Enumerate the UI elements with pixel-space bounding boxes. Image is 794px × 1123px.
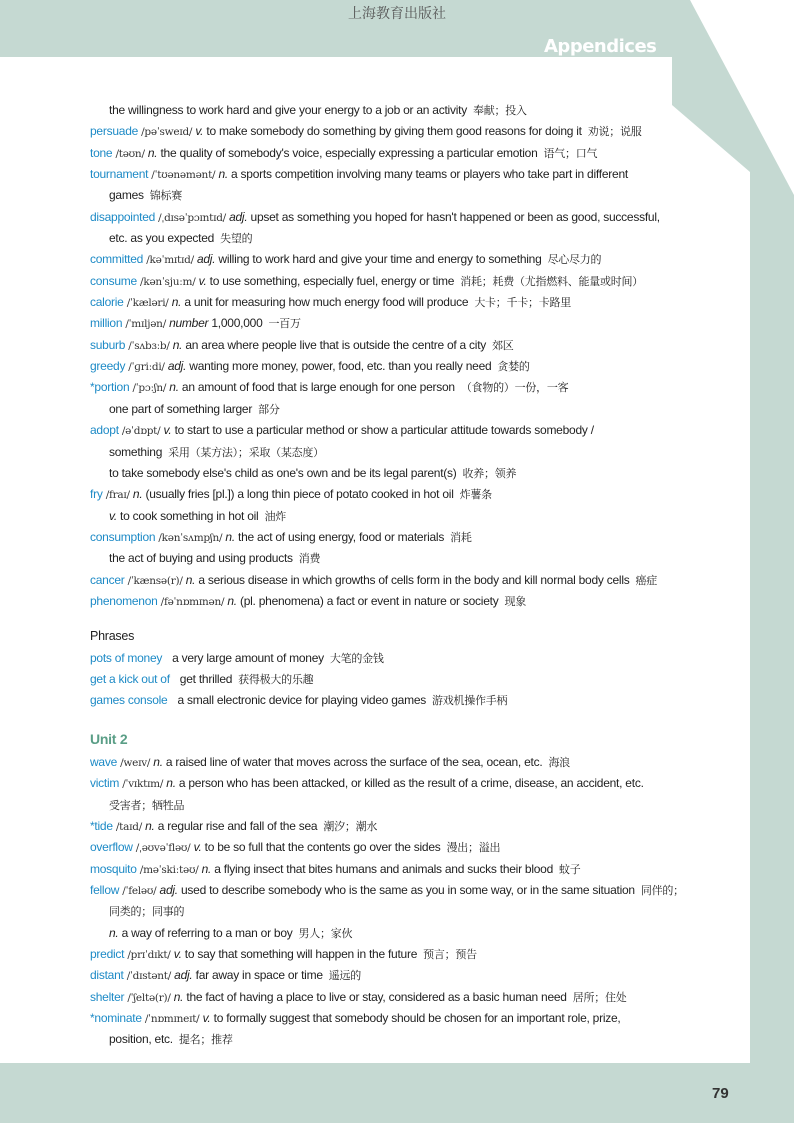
- entry-line: [90, 987, 730, 1008]
- entry-line: [90, 880, 730, 901]
- phonetic: /ˈdɪstənt/: [126, 970, 172, 983]
- definition: the willingness to work hard and give your energy to a job or an activity: [109, 103, 467, 117]
- phrase: get a kick out of: [90, 671, 170, 686]
- entry-line: [90, 859, 730, 880]
- chinese-translation: 劝说；说服: [587, 125, 642, 139]
- headword: mosquito: [90, 861, 137, 876]
- headword: phenomenon: [90, 593, 158, 608]
- continuation-line: [90, 506, 730, 527]
- headword: tone: [90, 145, 113, 160]
- chinese-translation: 部分: [258, 402, 280, 416]
- definition: a sports competition involving many teams or players who take part in different: [231, 167, 628, 182]
- definition: to formally suggest that somebody should be chosen for an important role, prize,: [213, 1011, 621, 1026]
- part-of-speech: adj.: [167, 359, 187, 374]
- definition: the fact of having a place to live or stay, considered as a basic human need: [186, 989, 567, 1004]
- phonetic: /ˈkæləri/: [126, 297, 169, 310]
- part-of-speech: v.: [163, 423, 172, 438]
- entry-line: [90, 570, 730, 591]
- chinese-translation: 一百万: [268, 317, 301, 331]
- headword: shelter: [90, 989, 125, 1004]
- section-title: Appendices: [544, 36, 657, 57]
- headword: *portion: [90, 380, 130, 395]
- chinese-translation: 消耗: [450, 530, 472, 544]
- definition: used to describe somebody who is the same as you in some way, or in the same situation: [180, 883, 635, 898]
- continuation-line: [90, 442, 730, 463]
- definition: a serious disease in which growths of cells form in the body and kill normal body cells: [198, 572, 630, 587]
- headword: million: [90, 316, 123, 331]
- definition: 1,000,000: [211, 316, 263, 331]
- definition: (usually fries [pl.]) a long thin piece of potato cooked in hot oil: [145, 487, 454, 502]
- headword: tournament: [90, 167, 149, 182]
- continuation-line: [90, 548, 730, 569]
- chinese-translation: 获得极大的乐趣: [238, 672, 314, 686]
- part-of-speech: n.: [166, 776, 176, 791]
- unit2-entry-list: [90, 752, 730, 1051]
- entry-line: [90, 335, 730, 356]
- part-of-speech: adj.: [174, 968, 193, 983]
- definition: a small electronic device for playing video games: [177, 693, 427, 708]
- part-of-speech: n.: [172, 337, 183, 352]
- chinese-translation: 游戏机操作手柄: [432, 694, 508, 708]
- continuation-line: [90, 463, 730, 484]
- chinese-translation: 语气；口气: [543, 146, 598, 160]
- phrase-line: [90, 690, 730, 711]
- headword: distant: [90, 968, 124, 983]
- chinese-translation: 采用（某方法）；采取（某态度）: [168, 445, 324, 459]
- chinese-translation: 失望的: [220, 232, 253, 246]
- chinese-translation: 男人；家伙: [298, 926, 353, 940]
- definition: a flying insect that bites humans and animals and sucks their blood: [214, 861, 554, 876]
- continuation-line: [90, 1029, 730, 1050]
- entry-line: [90, 752, 730, 773]
- definition: to say that something will happen in the future: [184, 947, 418, 962]
- phonetic: /ˈtʊənəmənt/: [151, 169, 216, 182]
- headword: disappointed: [90, 209, 156, 224]
- headword: fry: [90, 487, 103, 502]
- part-of-speech: n.: [145, 819, 155, 833]
- definition: the act of buying and using products: [109, 551, 293, 566]
- part-of-speech: v.: [109, 508, 117, 523]
- definition: an amount of food that is large enough for one person: [181, 380, 455, 395]
- continuation-line: [90, 901, 730, 922]
- entry-line: [90, 292, 730, 313]
- phonetic: /pəˈsweɪd/: [141, 126, 193, 139]
- entry-line: [90, 207, 730, 228]
- part-of-speech: v.: [198, 273, 207, 288]
- definition: etc. as you expected: [109, 231, 215, 246]
- definition: wanting more money, power, food, etc. than you really need: [189, 359, 492, 374]
- part-of-speech: n.: [173, 989, 184, 1004]
- chinese-translation: 受害者；牺牲品: [109, 798, 185, 812]
- entry-line: [90, 356, 730, 377]
- entry-line: [90, 484, 730, 505]
- definition: the quality of somebody's voice, especially expressing a particular emotion: [160, 145, 538, 160]
- phonetic: /kənˈsʌmpʃn/: [158, 531, 223, 544]
- chinese-translation: 贪婪的: [497, 360, 530, 374]
- definition: one part of something larger: [109, 401, 253, 416]
- phonetic: /ˈɡriːdi/: [128, 361, 165, 374]
- continuation-line: [90, 228, 730, 249]
- part-of-speech: n.: [171, 295, 182, 310]
- definition: a way of referring to a man or boy: [121, 925, 293, 940]
- entry-line: [90, 164, 730, 185]
- definition: position, etc.: [109, 1032, 173, 1047]
- part-of-speech: n.: [227, 593, 237, 608]
- entry-line: [90, 591, 730, 612]
- phrase: games console: [90, 693, 168, 708]
- phonetic: /ˈpɔːʃn/: [132, 382, 167, 395]
- definition: a unit for measuring how much energy food will produce: [184, 295, 469, 310]
- unit1-entry-list: [90, 121, 730, 612]
- definition: far away in space or time: [195, 968, 323, 983]
- definition: games: [109, 188, 144, 203]
- chinese-translation: 海浪: [548, 755, 570, 769]
- unit2-heading: Unit 2: [90, 730, 128, 747]
- page-number: 79: [712, 1085, 729, 1102]
- chinese-translation: 大笔的金钱: [329, 651, 384, 665]
- headword: victim: [90, 776, 120, 791]
- headword: wave: [90, 754, 118, 769]
- chinese-translation: 油炸: [264, 509, 286, 523]
- chinese-translation: 癌症: [635, 573, 657, 587]
- chinese-translation: 消费: [298, 552, 321, 566]
- entry-line: [90, 249, 730, 270]
- part-of-speech: n.: [132, 487, 143, 502]
- phrase-list: [90, 648, 730, 712]
- definition: to make somebody do something by giving them good reasons for doing it: [206, 124, 582, 139]
- headword: consume: [90, 273, 137, 288]
- part-of-speech: number: [169, 316, 209, 331]
- phonetic: /taɪd/: [115, 821, 143, 833]
- chinese-translation: 炸薯条: [459, 488, 492, 502]
- definition: willing to work hard and give your time and energy to something: [218, 252, 542, 267]
- phonetic: /ˈkænsə(r)/: [127, 574, 183, 587]
- chinese-translation: 提名；推荐: [178, 1033, 233, 1047]
- headword: persuade: [90, 124, 139, 139]
- publisher-name: 上海教育出版社: [348, 6, 446, 22]
- phonetic: /ˈʃeltə(r)/: [127, 991, 171, 1004]
- definition: to use something, especially fuel, energy or time: [209, 273, 455, 288]
- phonetic: /ˈmɪljən/: [125, 318, 166, 331]
- continuation-line: [90, 399, 730, 420]
- definition: an area where people live that is outside the centre of a city: [185, 337, 487, 352]
- chinese-translation: 同类的；同事的: [109, 905, 185, 919]
- headword: *nominate: [90, 1011, 142, 1026]
- definition: get thrilled: [179, 671, 233, 686]
- definition: upset as something you hoped for hasn't happened or been as good, successful,: [250, 209, 660, 224]
- phonetic: /prɪˈdɪkt/: [127, 949, 171, 962]
- continuation-line: [90, 923, 730, 944]
- part-of-speech: n.: [169, 380, 179, 395]
- part-of-speech: n.: [218, 167, 228, 182]
- headword: predict: [90, 947, 125, 962]
- headword: adopt: [90, 423, 119, 438]
- phonetic: /fraɪ/: [105, 489, 130, 502]
- part-of-speech: v.: [202, 1011, 211, 1026]
- headword: cancer: [90, 572, 125, 587]
- chinese-translation: 居所；住处: [572, 990, 627, 1004]
- headword: calorie: [90, 295, 124, 310]
- phonetic: /fəˈnɒmɪnən/: [160, 595, 225, 608]
- phonetic: /təʊn/: [115, 147, 145, 160]
- chinese-translation: 奉献；投入: [472, 104, 527, 117]
- entry-line: [90, 773, 730, 794]
- definition: a regular rise and fall of the sea: [157, 819, 318, 833]
- phonetic: /ˈsʌbɜːb/: [128, 339, 170, 352]
- part-of-speech: v.: [195, 124, 204, 139]
- definition: a person who has been attacked, or killed as the result of a crime, disease, an accident, etc.: [178, 776, 644, 791]
- phrase: pots of money: [90, 650, 163, 665]
- entry-line: [90, 313, 730, 334]
- headword: consumption: [90, 529, 156, 544]
- phonetic: /ˈvɪktɪm/: [122, 778, 164, 791]
- chinese-translation: 预言；预告: [423, 948, 477, 962]
- phonetic: /weɪv/: [120, 756, 151, 769]
- definition: (pl. phenomena) a fact or event in nature or society: [239, 593, 499, 608]
- entry-line: [90, 121, 730, 142]
- definition: a very large amount of money: [172, 650, 324, 665]
- definition: to cook something in hot oil: [120, 508, 259, 523]
- part-of-speech: adj.: [159, 883, 178, 898]
- phonetic: /ˌdɪsəˈpɔɪntɪd/: [158, 211, 226, 224]
- chinese-translation: 潮汐；潮水: [323, 820, 378, 833]
- continuation-line: [90, 185, 730, 206]
- entry-line: [90, 377, 730, 398]
- continuation-line: [90, 100, 730, 121]
- definition: to take somebody else's child as one's own and be its legal parent(s): [109, 465, 457, 480]
- chinese-translation: 消耗；耗费（尤指燃料、能量或时间）: [460, 274, 643, 288]
- entry-line: [90, 1008, 730, 1029]
- part-of-speech: n.: [153, 754, 163, 769]
- phonetic: /ˌəʊvəˈfləʊ/: [135, 842, 191, 855]
- glossary-content: [90, 100, 730, 1051]
- phonetic: /kənˈsjuːm/: [140, 275, 196, 288]
- chinese-translation: 蚊子: [559, 862, 581, 876]
- part-of-speech: n.: [201, 861, 212, 876]
- chinese-translation: 收养；领养: [462, 466, 517, 480]
- definition: the act of using energy, food or materials: [238, 529, 445, 544]
- phonetic: /məˈskiːtəʊ/: [139, 863, 199, 876]
- headword: committed: [90, 252, 144, 267]
- part-of-speech: n.: [225, 529, 235, 544]
- continuation-line: [90, 795, 730, 816]
- headword: suburb: [90, 337, 126, 352]
- chinese-translation: 同伴的；: [640, 884, 684, 898]
- entry-line: [90, 271, 730, 292]
- part-of-speech: v.: [193, 840, 202, 855]
- entry-line: [90, 837, 730, 858]
- entry-line: [90, 944, 730, 965]
- definition: a raised line of water that moves across the surface of the sea, ocean, etc.: [165, 754, 543, 769]
- phonetic: /kəˈmɪtɪd/: [146, 254, 194, 267]
- entry-line: [90, 420, 730, 441]
- phonetic: /ˈfeləʊ/: [122, 885, 157, 898]
- chinese-translation: 遥远的: [328, 969, 361, 983]
- entry-line: [90, 965, 730, 986]
- part-of-speech: n.: [185, 572, 196, 587]
- phrases-heading: Phrases: [90, 629, 135, 644]
- chinese-translation: （食物的）一份，一客: [460, 381, 569, 395]
- phonetic: /əˈdɒpt/: [121, 425, 161, 438]
- entry-line: [90, 816, 730, 837]
- part-of-speech: v.: [173, 947, 182, 962]
- definition: something: [109, 444, 163, 459]
- part-of-speech: n.: [109, 925, 119, 940]
- headword: greedy: [90, 359, 126, 374]
- entry-line: [90, 527, 730, 548]
- part-of-speech: n.: [147, 145, 158, 160]
- definition: to be so full that the contents go over the sides: [204, 840, 441, 855]
- part-of-speech: adj.: [196, 252, 216, 267]
- chinese-translation: 漫出；溢出: [446, 841, 501, 855]
- phrase-line: [90, 669, 730, 690]
- entry-line: [90, 143, 730, 164]
- headword: fellow: [90, 883, 120, 898]
- chinese-translation: 郊区: [492, 338, 514, 352]
- chinese-translation: 锦标赛: [149, 189, 183, 203]
- phrase-line: [90, 648, 730, 669]
- headword: *tide: [90, 819, 113, 833]
- chinese-translation: 尽心尽力的: [547, 253, 602, 267]
- definition: to start to use a particular method or show a particular attitude towards somebody /: [174, 423, 594, 438]
- chinese-translation: 大卡；千卡；卡路里: [474, 296, 572, 310]
- headword: overflow: [90, 840, 133, 855]
- chinese-translation: 现象: [504, 594, 526, 608]
- part-of-speech: adj.: [229, 209, 248, 224]
- phonetic: /ˈnɒmɪneɪt/: [144, 1013, 200, 1026]
